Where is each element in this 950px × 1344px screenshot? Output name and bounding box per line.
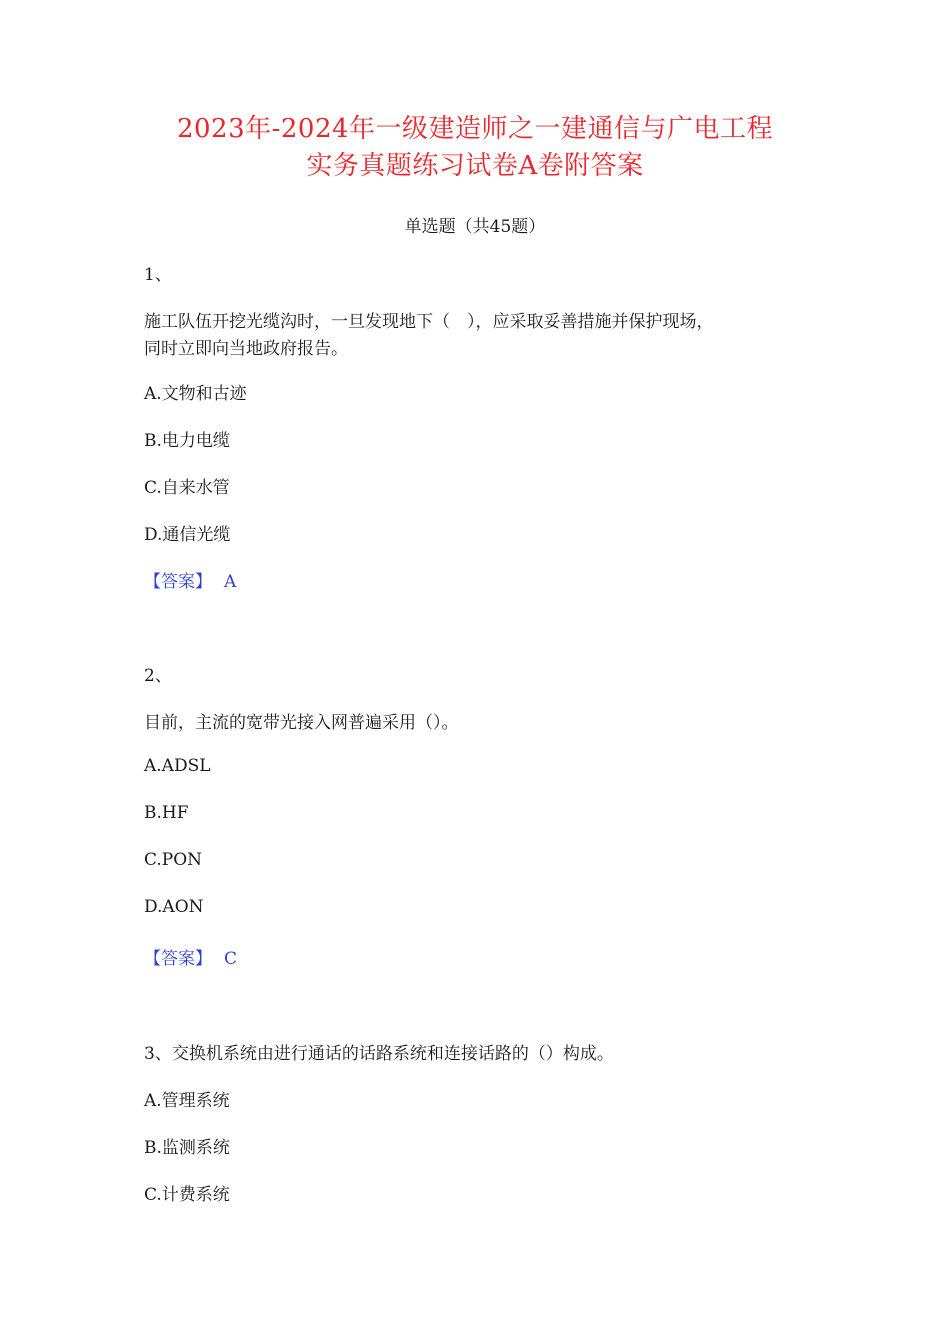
answer-label: 【答案】 bbox=[144, 949, 212, 969]
question-3-stem-line-1: 3、交换机系统由进行通话的话路系统和连接话路的（）构成。 bbox=[144, 1044, 614, 1064]
answer-value: A bbox=[224, 572, 237, 592]
question-2-number: 2、 bbox=[144, 666, 172, 686]
answer-value: C bbox=[224, 949, 238, 969]
answer-label: 【答案】 bbox=[144, 572, 212, 592]
question-1-option-d: D.通信光缆 bbox=[144, 525, 231, 545]
question-1-option-b: B.电力电缆 bbox=[144, 431, 230, 451]
question-3-option-c: C.计费系统 bbox=[144, 1185, 230, 1205]
question-1-answer bbox=[144, 567, 236, 592]
question-1-stem-line-1: 施工队伍开挖光缆沟时，一旦发现地下（ ），应采取妥善措施并保护现场， bbox=[144, 312, 714, 332]
question-2-answer bbox=[144, 944, 237, 969]
question-2-option-b: B.HF bbox=[144, 803, 189, 823]
question-3-option-b: B.监测系统 bbox=[144, 1138, 230, 1158]
section-heading: 单选题（共45题） bbox=[404, 217, 546, 237]
question-3-option-a: A.管理系统 bbox=[144, 1091, 230, 1111]
question-1-option-c: C.自来水管 bbox=[144, 478, 230, 498]
question-2-stem-line-1: 目前，主流的宽带光接入网普遍采用（）。 bbox=[144, 713, 459, 733]
question-1-option-a: A.文物和古迹 bbox=[144, 384, 247, 404]
question-2-option-a: A.ADSL bbox=[144, 756, 211, 776]
document-title-line-1: 2023年-2024年一级建造师之一建通信与广电工程 bbox=[176, 114, 774, 144]
document-title-line-2: 实务真题练习试卷A卷附答案 bbox=[306, 151, 644, 181]
question-2-option-d: D.AON bbox=[144, 897, 204, 917]
question-2-option-c: C.PON bbox=[144, 850, 203, 870]
question-1-number: 1、 bbox=[144, 265, 172, 285]
question-1-stem-line-2: 同时立即向当地政府报告。 bbox=[144, 339, 348, 359]
